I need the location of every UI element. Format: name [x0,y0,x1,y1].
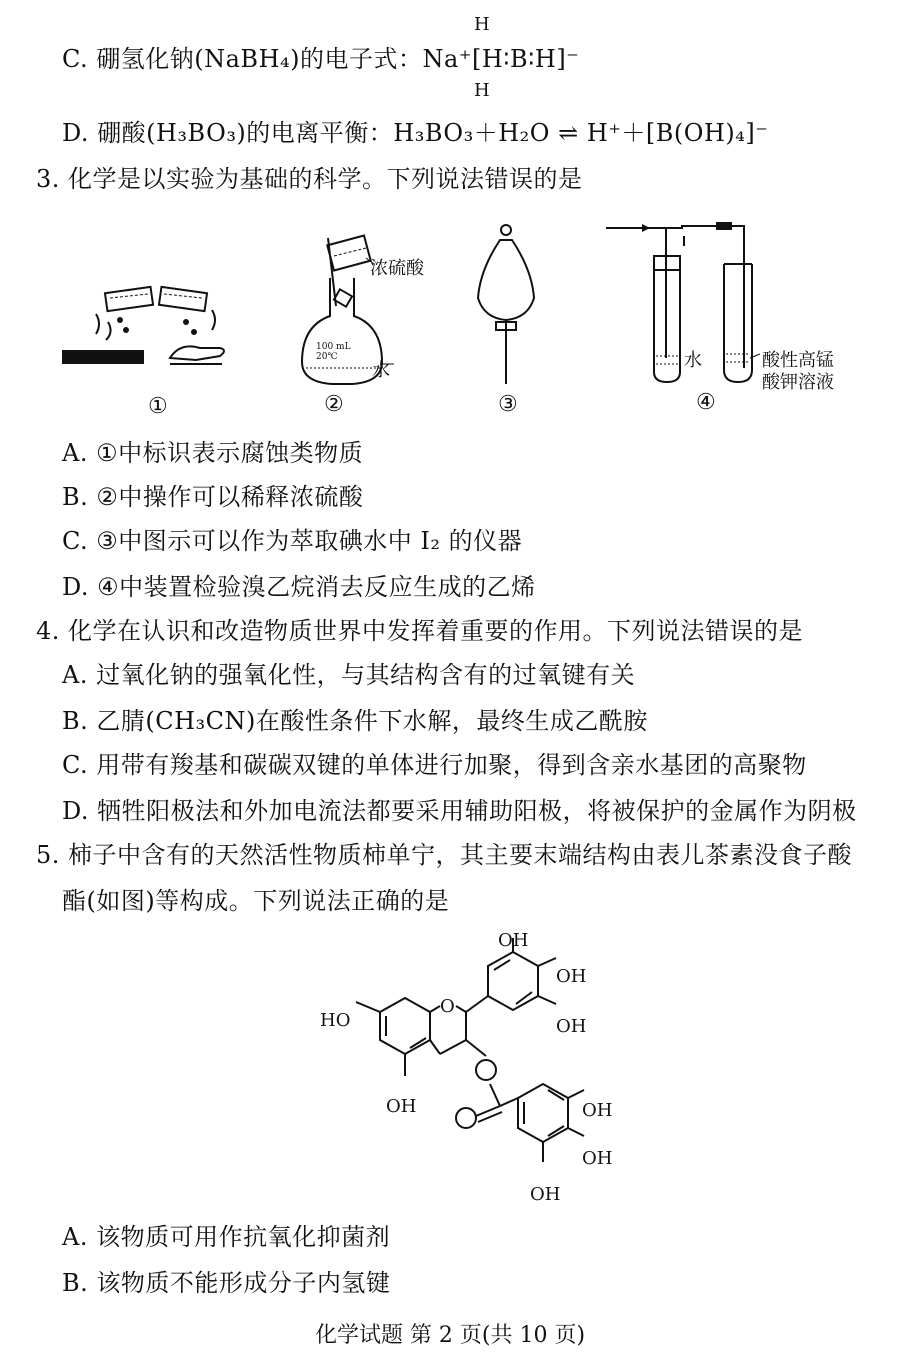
gas-test-apparatus-diagram [606,222,760,382]
fig4-solution-label-2: 酸钾溶液 [762,372,834,393]
question-5-stem-line2: 酯(如图)等构成。下列说法正确的是 [62,887,450,915]
q3-option-b: B. ②中操作可以稀释浓硫酸 [62,483,364,511]
struct-oh-top: OH [498,930,529,951]
fig2-flask-marking: 100 mL 20℃ [316,342,351,362]
separatory-funnel-diagram [478,225,534,384]
struct-oh-gallate-1: OH [582,1100,613,1121]
boron-top-h: H [474,14,491,35]
struct-oh-gallate-2: OH [582,1148,613,1169]
option-c-previous: C. 硼氢化钠(NaBH₄)的电子式：Na⁺[H∶B∶H]⁻ [62,45,580,73]
question-5-stem-line1: 5. 柿子中含有的天然活性物质柿单宁，其主要末端结构由表儿茶素没食子酸 [36,841,853,869]
question-4-stem: 4. 化学在认识和改造物质世界中发挥着重要的作用。下列说法错误的是 [36,617,804,645]
struct-oh-gallate-3: OH [530,1184,561,1205]
struct-ring-o: O [440,996,455,1017]
q5-option-a: A. 该物质可用作抗氧化抑菌剂 [62,1223,391,1251]
question-3-stem: 3. 化学是以实验为基础的科学。下列说法错误的是 [36,165,583,193]
boron-bottom-h: H [474,80,491,101]
q4-option-d: D. 牺牲阳极法和外加电流法都要采用辅助阳极，将被保护的金属作为阴极 [62,797,857,825]
page-footer: 化学试题 第 2 页(共 10 页) [314,1323,586,1348]
fig4-solution-label-1: 酸性高锰 [762,350,834,371]
fig2-acid-label: 浓硫酸 [370,258,424,279]
figure-label-1: ① [148,394,168,419]
fig2-water-label: 水 [372,360,390,381]
q4-option-b: B. 乙腈(CH₃CN)在酸性条件下水解，最终生成乙酰胺 [62,707,648,735]
q3-option-c: C. ③中图示可以作为萃取碘水中 I₂ 的仪器 [62,527,523,555]
struct-oh-b-mid: OH [556,966,587,987]
struct-oh-a-bottom: OH [386,1096,417,1117]
figure-label-4: ④ [696,390,716,415]
corrosive-symbol-icon [62,287,224,364]
q4-option-a: A. 过氧化钠的强氧化性，与其结构含有的过氧键有关 [62,661,636,689]
fig4-water-label: 水 [684,350,702,371]
option-d-previous: D. 硼酸(H₃BO₃)的电离平衡：H₃BO₃＋H₂O ⇌ H⁺＋[B(OH)₄]⁻ [62,119,769,147]
struct-ho-a: HO [320,1010,351,1031]
q5-option-b: B. 该物质不能形成分子内氢键 [62,1269,391,1297]
figure-label-2: ② [324,392,344,417]
figure-label-3: ③ [498,392,518,417]
q3-option-a: A. ①中标识表示腐蚀类物质 [62,439,364,467]
q3-option-d: D. ④中装置检验溴乙烷消去反应生成的乙烯 [62,573,536,601]
struct-oh-b-low: OH [556,1016,587,1037]
q4-option-c: C. 用带有羧基和碳碳双键的单体进行加聚，得到含亲水基团的高聚物 [62,751,807,779]
epicatechin-gallate-structure [0,926,900,1206]
